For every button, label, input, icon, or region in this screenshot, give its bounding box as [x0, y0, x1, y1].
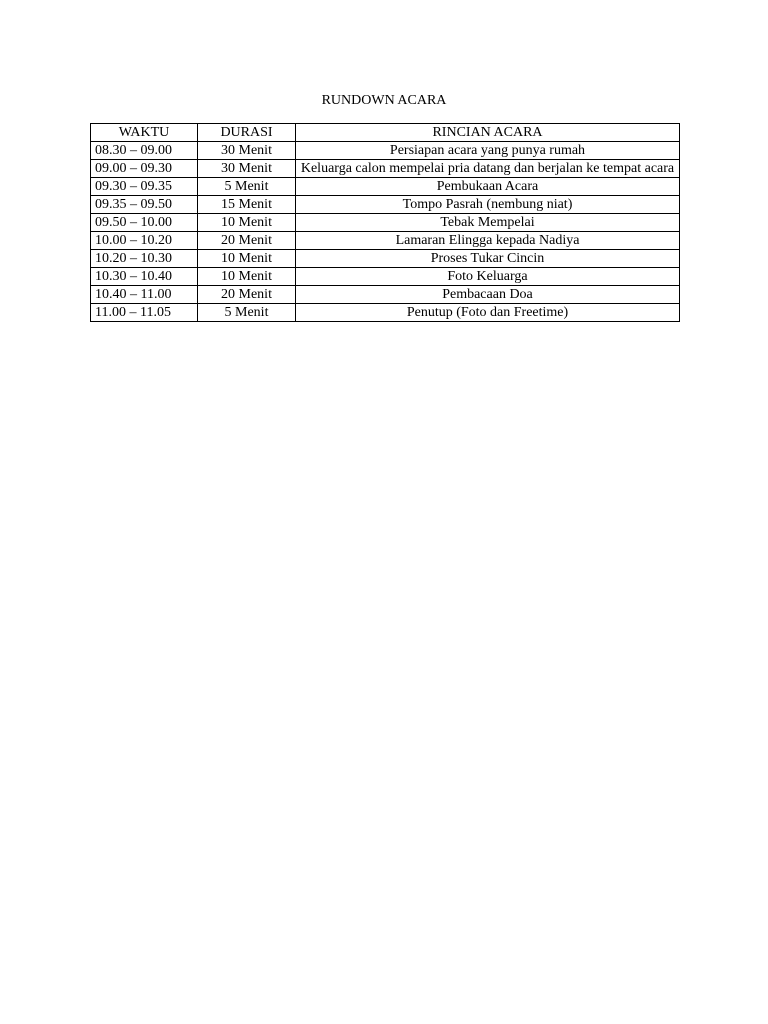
- detail-cell: Lamaran Elingga kepada Nadiya: [296, 232, 680, 250]
- detail-cell: Proses Tukar Cincin: [296, 250, 680, 268]
- rundown-table: [90, 123, 680, 322]
- column-header-waktu: WAKTU: [91, 124, 198, 142]
- time-cell: 10.20 – 10.30: [91, 250, 198, 268]
- table-row: [91, 214, 680, 232]
- detail-cell: Keluarga calon mempelai pria datang dan berjalan ke tempat acara: [296, 160, 680, 178]
- table-row: [91, 250, 680, 268]
- detail-cell: Tebak Mempelai: [296, 214, 680, 232]
- detail-cell: Foto Keluarga: [296, 268, 680, 286]
- duration-cell: 5 Menit: [198, 178, 296, 196]
- document-title: RUNDOWN ACARA: [321, 93, 447, 108]
- duration-cell: 10 Menit: [198, 268, 296, 286]
- table-row: [91, 286, 680, 304]
- time-cell: 10.30 – 10.40: [91, 268, 198, 286]
- time-cell: 10.40 – 11.00: [91, 286, 198, 304]
- table-row: [91, 142, 680, 160]
- time-cell: 10.00 – 10.20: [91, 232, 198, 250]
- duration-cell: 10 Menit: [198, 250, 296, 268]
- duration-cell: 30 Menit: [198, 142, 296, 160]
- column-header-durasi: DURASI: [198, 124, 296, 142]
- table-row: [91, 196, 680, 214]
- detail-cell: Pembukaan Acara: [296, 178, 680, 196]
- time-cell: 09.50 – 10.00: [91, 214, 198, 232]
- column-header-rincian-acara: RINCIAN ACARA: [296, 124, 680, 142]
- detail-cell: Pembacaan Doa: [296, 286, 680, 304]
- time-cell: 08.30 – 09.00: [91, 142, 198, 160]
- time-cell: 09.30 – 09.35: [91, 178, 198, 196]
- time-cell: 11.00 – 11.05: [91, 304, 198, 322]
- detail-cell: Penutup (Foto dan Freetime): [296, 304, 680, 322]
- table-row: [91, 232, 680, 250]
- table-row: [91, 268, 680, 286]
- duration-cell: 10 Menit: [198, 214, 296, 232]
- table-row: [91, 160, 680, 178]
- time-cell: 09.00 – 09.30: [91, 160, 198, 178]
- detail-cell: Tompo Pasrah (nembung niat): [296, 196, 680, 214]
- duration-cell: 20 Menit: [198, 232, 296, 250]
- table-header-row: [91, 124, 680, 142]
- table-row: [91, 178, 680, 196]
- table-row: [91, 304, 680, 322]
- duration-cell: 5 Menit: [198, 304, 296, 322]
- duration-cell: 20 Menit: [198, 286, 296, 304]
- duration-cell: 15 Menit: [198, 196, 296, 214]
- detail-cell: Persiapan acara yang punya rumah: [296, 142, 680, 160]
- duration-cell: 30 Menit: [198, 160, 296, 178]
- time-cell: 09.35 – 09.50: [91, 196, 198, 214]
